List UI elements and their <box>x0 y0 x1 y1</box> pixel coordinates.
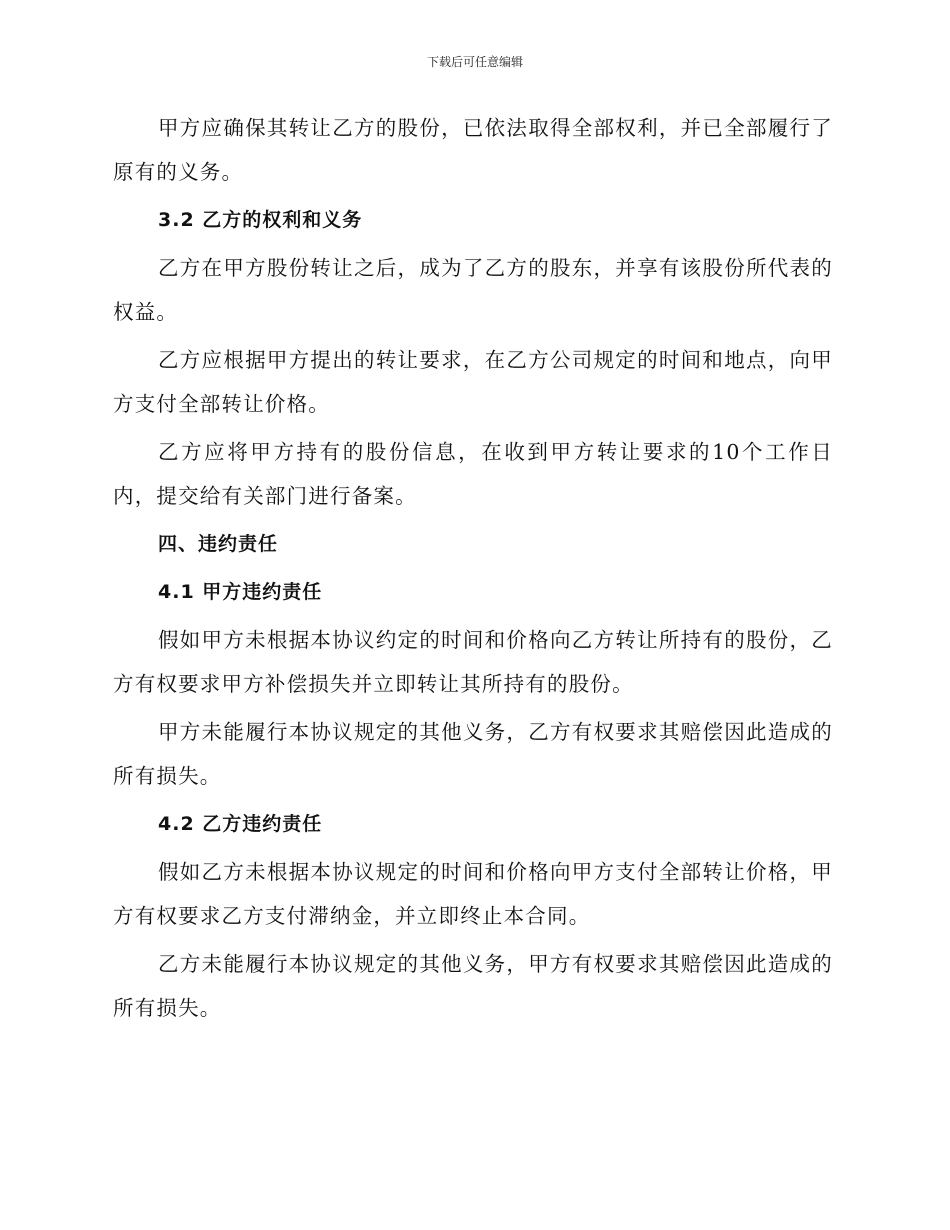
page-header: 下载后可任意编辑 <box>426 55 523 69</box>
section-heading-4-1: 4.1 甲方违约责任 <box>158 581 323 603</box>
paragraph-party-b-rights: 乙方在甲方股份转让之后，成为了乙方的股东，并享有该股份所代表的权益。 <box>113 256 833 324</box>
paragraph-party-a-breach-other: 甲方未能履行本协议规定的其他义务，乙方有权要求其赔偿因此造成的所有损失。 <box>113 720 833 788</box>
section-heading-3-2: 3.2 乙方的权利和义务 <box>158 209 363 231</box>
paragraph-party-b-filing: 乙方应将甲方持有的股份信息，在收到甲方转让要求的10个工作日内，提交给有关部门进行备案。 <box>113 440 833 508</box>
paragraph-party-b-breach-payment: 假如乙方未根据本协议规定的时间和价格向甲方支付全部转让价格，甲方有权要求乙方支付滞纳金，并立即终止本合同。 <box>113 860 833 928</box>
section-heading-4-2: 4.2 乙方违约责任 <box>158 813 323 835</box>
paragraph-party-a-guarantee: 甲方应确保其转让乙方的股份，已依法取得全部权利，并已全部履行了原有的义务。 <box>113 116 833 184</box>
paragraph-party-b-payment: 乙方应根据甲方提出的转让要求，在乙方公司规定的时间和地点，向甲方支付全部转让价格。 <box>113 348 833 416</box>
document-body <box>113 106 833 1034</box>
paragraph-party-a-breach-transfer: 假如甲方未根据本协议约定的时间和价格向乙方转让所持有的股份，乙方有权要求甲方补偿损失并立即转让其所持有的股份。 <box>113 628 833 696</box>
section-heading-4: 四、违约责任 <box>158 533 279 555</box>
paragraph-party-b-breach-other: 乙方未能履行本协议规定的其他义务，甲方有权要求其赔偿因此造成的所有损失。 <box>113 952 833 1020</box>
